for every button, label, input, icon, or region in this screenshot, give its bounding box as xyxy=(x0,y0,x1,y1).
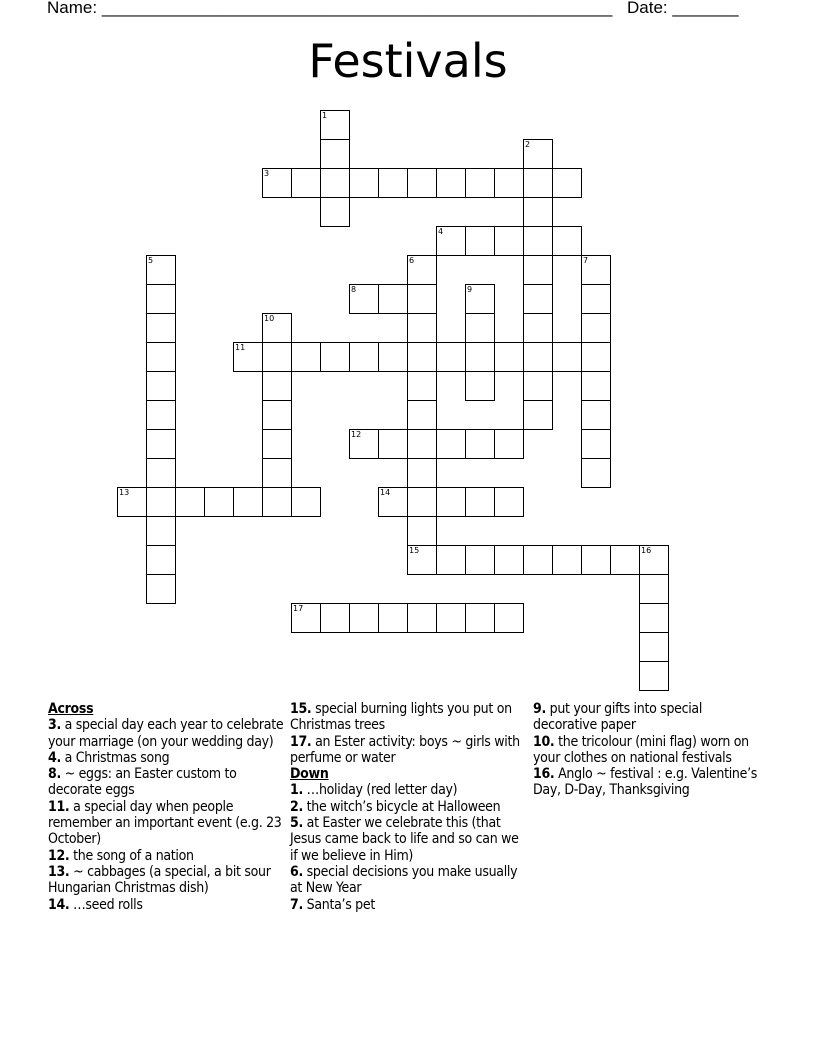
clue-item xyxy=(290,734,526,767)
clue-item-text: the song of a nation xyxy=(69,847,194,864)
grid-cell[interactable] xyxy=(436,603,466,633)
clue-item xyxy=(290,701,526,734)
clue-number: 15 xyxy=(409,546,420,555)
grid-cell[interactable] xyxy=(523,313,553,343)
clue-number: 7 xyxy=(583,256,589,265)
grid-cell[interactable] xyxy=(581,371,611,401)
clue-item-text: Anglo ~ festival : e.g. Valentine’s Day, D-Day, Thanksgiving xyxy=(533,766,758,799)
grid-cell[interactable] xyxy=(523,139,553,169)
clue-item-number: 3. xyxy=(48,717,61,734)
clue-item xyxy=(48,799,284,848)
clue-item xyxy=(290,782,526,798)
grid-cell[interactable] xyxy=(146,255,176,285)
grid-cell[interactable] xyxy=(494,342,524,372)
grid-cell[interactable] xyxy=(465,545,495,575)
clue-number: 3 xyxy=(264,169,270,178)
clue-item-text: a special day when people remember an important event (e.g. 23 October) xyxy=(48,798,282,848)
grid-cell[interactable] xyxy=(349,603,379,633)
clue-heading: Across xyxy=(48,701,94,717)
grid-cell[interactable] xyxy=(349,284,379,314)
clue-item-text: a Christmas song xyxy=(60,749,170,766)
clue-item xyxy=(48,864,284,897)
grid-cell[interactable] xyxy=(146,574,176,604)
clues-column-3 xyxy=(533,701,769,799)
grid-cell[interactable] xyxy=(494,429,524,459)
clue-number: 9 xyxy=(467,285,473,294)
grid-cell[interactable] xyxy=(262,371,292,401)
grid-cell[interactable] xyxy=(523,400,553,430)
grid-cell[interactable] xyxy=(639,545,669,575)
clue-item-text: …holiday (red letter day) xyxy=(302,782,458,799)
clue-item-text: an Ester activity: boys ~ girls with perfume or water xyxy=(290,733,520,766)
grid-cell[interactable] xyxy=(523,197,553,227)
grid-cell[interactable] xyxy=(407,342,437,372)
grid-cell[interactable] xyxy=(407,516,437,546)
clue-item-text: ~ eggs: an Easter custom to decorate eggs xyxy=(48,766,237,799)
grid-cell[interactable] xyxy=(262,313,292,343)
grid-cell[interactable] xyxy=(146,284,176,314)
grid-cell[interactable] xyxy=(494,603,524,633)
clue-item-number: 6. xyxy=(290,863,303,880)
name-label: Name: xyxy=(47,0,98,17)
page-title: Festivals xyxy=(308,34,508,88)
clue-number: 2 xyxy=(525,140,531,149)
clue-item xyxy=(533,734,769,767)
grid-cell[interactable] xyxy=(523,545,553,575)
grid-cell[interactable] xyxy=(146,371,176,401)
grid-cell[interactable] xyxy=(494,168,524,198)
clue-item-text: special burning lights you put on Christmas trees xyxy=(290,701,512,734)
grid-cell[interactable] xyxy=(465,168,495,198)
clue-item-text: special decisions you make usually at New Year xyxy=(290,863,518,897)
name-field[interactable] xyxy=(47,0,612,18)
clue-number: 17 xyxy=(293,604,304,613)
clue-number: 8 xyxy=(351,285,357,294)
clue-item-text: at Easter we celebrate this (that Jesus came back to life and so can we if we believe in Him) xyxy=(290,815,519,864)
grid-cell[interactable] xyxy=(378,284,408,314)
grid-cell[interactable] xyxy=(407,313,437,343)
grid-cell[interactable] xyxy=(262,400,292,430)
grid-cell[interactable] xyxy=(262,168,292,198)
clue-item-number: 15. xyxy=(290,701,312,717)
clue-item xyxy=(48,766,284,799)
grid-cell[interactable] xyxy=(378,168,408,198)
grid-cell[interactable] xyxy=(581,458,611,488)
grid-cell[interactable] xyxy=(494,545,524,575)
clue-item-text: the tricolour (mini flag) worn on your clothes on national festivals xyxy=(533,733,749,766)
grid-cell[interactable] xyxy=(465,226,495,256)
grid-cell[interactable] xyxy=(581,545,611,575)
grid-cell[interactable] xyxy=(436,545,466,575)
date-field[interactable] xyxy=(627,0,739,18)
grid-cell[interactable] xyxy=(407,458,437,488)
grid-cell[interactable] xyxy=(465,342,495,372)
clue-number: 11 xyxy=(235,343,246,352)
grid-cell[interactable] xyxy=(233,487,263,517)
grid-cell[interactable] xyxy=(262,458,292,488)
grid-cell[interactable] xyxy=(581,255,611,285)
clue-item-text: a special day each year to celebrate your marriage (on your wedding day) xyxy=(48,717,284,750)
grid-cell[interactable] xyxy=(465,429,495,459)
grid-cell[interactable] xyxy=(494,226,524,256)
grid-cell[interactable] xyxy=(465,371,495,401)
clue-item-text: …seed rolls xyxy=(69,896,143,913)
grid-cell[interactable] xyxy=(320,342,350,372)
grid-cell[interactable] xyxy=(407,284,437,314)
clue-heading: Down xyxy=(290,766,329,783)
grid-cell[interactable] xyxy=(117,487,147,517)
clue-item-text: put your gifts into special decorative paper xyxy=(533,701,703,734)
clue-item-number: 9. xyxy=(533,701,546,717)
clue-item-text: Santa’s pet xyxy=(302,896,375,913)
date-blank[interactable]: _______ xyxy=(672,0,739,17)
clue-item-number: 13. xyxy=(48,863,70,880)
grid-cell[interactable] xyxy=(233,342,263,372)
grid-cell[interactable] xyxy=(407,545,437,575)
grid-cell[interactable] xyxy=(581,429,611,459)
grid-cell[interactable] xyxy=(320,603,350,633)
grid-cell[interactable] xyxy=(523,168,553,198)
grid-cell[interactable] xyxy=(146,458,176,488)
grid-cell[interactable] xyxy=(639,574,669,604)
grid-cell[interactable] xyxy=(523,284,553,314)
grid-cell[interactable] xyxy=(320,110,350,140)
clue-item xyxy=(290,864,526,897)
grid-cell[interactable] xyxy=(378,603,408,633)
clue-item xyxy=(290,897,526,913)
grid-cell[interactable] xyxy=(146,313,176,343)
clue-item xyxy=(48,717,284,750)
clue-number: 1 xyxy=(322,111,328,120)
grid-cell[interactable] xyxy=(146,545,176,575)
clue-item-number: 10. xyxy=(533,733,555,750)
grid-cell[interactable] xyxy=(581,284,611,314)
clue-item xyxy=(48,750,284,766)
grid-cell[interactable] xyxy=(146,342,176,372)
grid-cell[interactable] xyxy=(407,371,437,401)
grid-cell[interactable] xyxy=(262,342,292,372)
grid-cell[interactable] xyxy=(552,168,582,198)
grid-cell[interactable] xyxy=(407,168,437,198)
grid-cell[interactable] xyxy=(407,429,437,459)
clue-item-number: 5. xyxy=(290,815,303,832)
clue-number: 14 xyxy=(380,488,391,497)
grid-cell[interactable] xyxy=(581,342,611,372)
clues-column-2 xyxy=(290,701,526,913)
grid-cell[interactable] xyxy=(262,429,292,459)
grid-cell[interactable] xyxy=(639,661,669,691)
clue-item xyxy=(533,701,769,734)
grid-cell[interactable] xyxy=(523,342,553,372)
clue-number: 13 xyxy=(119,488,130,497)
grid-cell[interactable] xyxy=(465,603,495,633)
grid-cell[interactable] xyxy=(523,255,553,285)
clue-number: 12 xyxy=(351,430,362,439)
grid-cell[interactable] xyxy=(291,342,321,372)
grid-cell[interactable] xyxy=(436,168,466,198)
clue-number: 16 xyxy=(641,546,652,555)
clue-item-number: 1. xyxy=(290,782,303,799)
clue-item-number: 4. xyxy=(48,749,61,766)
grid-cell[interactable] xyxy=(436,226,466,256)
grid-cell[interactable] xyxy=(552,226,582,256)
grid-cell[interactable] xyxy=(175,487,205,517)
clue-item xyxy=(533,766,769,799)
grid-cell[interactable] xyxy=(291,603,321,633)
grid-cell[interactable] xyxy=(320,197,350,227)
clue-item-text: the witch’s bicycle at Halloween xyxy=(302,798,501,815)
clues-column-1 xyxy=(48,701,284,913)
grid-cell[interactable] xyxy=(349,429,379,459)
grid-cell[interactable] xyxy=(320,168,350,198)
clue-item-number: 12. xyxy=(48,847,70,864)
grid-cell[interactable] xyxy=(436,342,466,372)
grid-cell[interactable] xyxy=(436,429,466,459)
grid-cell[interactable] xyxy=(639,603,669,633)
clue-number: 6 xyxy=(409,256,415,265)
grid-cell[interactable] xyxy=(494,487,524,517)
grid-cell[interactable] xyxy=(436,487,466,517)
grid-cell[interactable] xyxy=(407,487,437,517)
clue-item-number: 7. xyxy=(290,896,303,913)
clue-item xyxy=(290,799,526,815)
grid-cell[interactable] xyxy=(407,603,437,633)
grid-cell[interactable] xyxy=(320,139,350,169)
grid-cell[interactable] xyxy=(581,400,611,430)
grid-cell[interactable] xyxy=(378,429,408,459)
clue-number: 4 xyxy=(438,227,444,236)
clue-item-number: 8. xyxy=(48,766,61,783)
grid-cell[interactable] xyxy=(523,226,553,256)
grid-cell[interactable] xyxy=(204,487,234,517)
clue-item-number: 11. xyxy=(48,798,70,815)
clue-item xyxy=(48,897,284,913)
grid-cell[interactable] xyxy=(610,545,640,575)
grid-cell[interactable] xyxy=(349,342,379,372)
clue-item-number: 17. xyxy=(290,733,312,750)
grid-cell[interactable] xyxy=(465,284,495,314)
grid-cell[interactable] xyxy=(262,487,292,517)
grid-cell[interactable] xyxy=(349,168,379,198)
grid-cell[interactable] xyxy=(639,632,669,662)
grid-cell[interactable] xyxy=(378,487,408,517)
grid-cell[interactable] xyxy=(407,400,437,430)
grid-cell[interactable] xyxy=(523,371,553,401)
clue-item-number: 14. xyxy=(48,896,70,913)
clue-item xyxy=(290,815,526,864)
name-blank[interactable]: ______________________________________________________ xyxy=(101,0,613,17)
clue-item-number: 16. xyxy=(533,766,555,783)
clue-item-number: 2. xyxy=(290,798,303,815)
grid-cell[interactable] xyxy=(378,342,408,372)
date-label: Date: xyxy=(627,0,668,17)
grid-cell[interactable] xyxy=(146,487,176,517)
grid-cell[interactable] xyxy=(465,487,495,517)
grid-cell[interactable] xyxy=(552,342,582,372)
clue-number: 10 xyxy=(264,314,275,323)
grid-cell[interactable] xyxy=(291,168,321,198)
grid-cell[interactable] xyxy=(465,313,495,343)
grid-cell[interactable] xyxy=(146,429,176,459)
grid-cell[interactable] xyxy=(407,255,437,285)
clue-number: 5 xyxy=(148,256,154,265)
grid-cell[interactable] xyxy=(146,516,176,546)
grid-cell[interactable] xyxy=(146,400,176,430)
clue-item-text: ~ cabbages (a special, a bit sour Hungarian Christmas dish) xyxy=(48,863,271,897)
grid-cell[interactable] xyxy=(581,313,611,343)
grid-cell[interactable] xyxy=(291,487,321,517)
clue-item xyxy=(48,848,284,864)
grid-cell[interactable] xyxy=(552,545,582,575)
